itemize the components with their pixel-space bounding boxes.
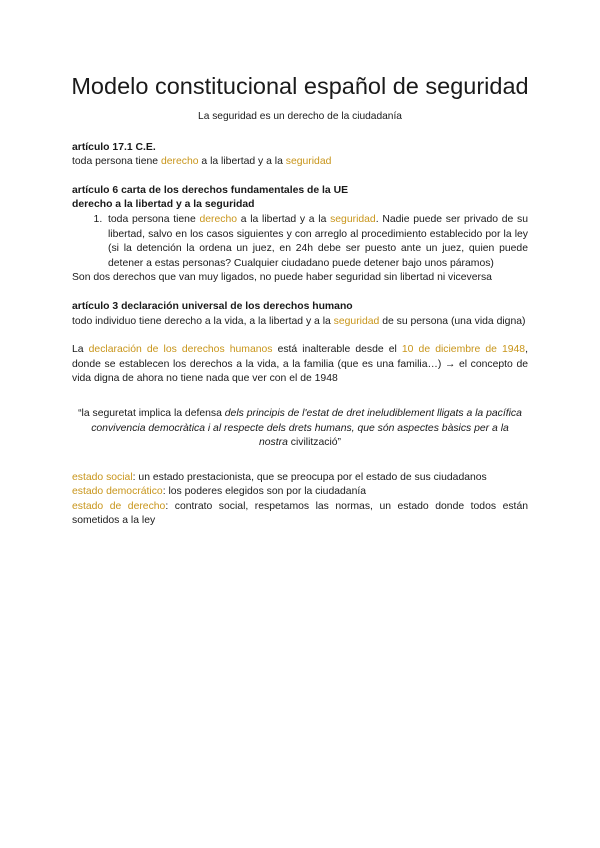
page-title: Modelo constitucional español de seguridad <box>71 73 529 99</box>
definition-text: : los poderes elegidos son por la ciudadanía <box>162 486 367 498</box>
definition-text: : un estado prestacionista, que se preocupa por el estado de sus ciudadanos <box>132 471 487 483</box>
text-run: a la libertad y a la <box>198 156 286 168</box>
text-run: toda persona tiene <box>72 156 161 168</box>
highlight-seguridad: seguridad <box>333 315 380 327</box>
section-heading: artículo 17.1 C.E. <box>72 141 156 153</box>
definition-text: : contrato social, respetamos las normas, un estado donde todos están sometidos a la ley <box>72 500 528 527</box>
highlight-derecho: derecho <box>160 156 199 168</box>
highlight-declaracion: declaración de los derechos humanos <box>88 344 273 356</box>
definition-term: estado de derecho <box>72 500 166 512</box>
text-run: toda persona tiene <box>108 213 200 225</box>
paragraph-declaracion <box>72 343 528 387</box>
highlight-seguridad: seguridad <box>330 213 376 225</box>
text-run: de su persona (una vida digna) <box>379 315 526 327</box>
text-run: civilització” <box>287 437 341 449</box>
section-article-17 <box>72 141 528 170</box>
section-article-3 <box>72 300 528 329</box>
definitions-list <box>72 471 528 529</box>
quote-italic: dels principis de l'estat de dret ineludiblement lligats a la pacífica convivencia democràtica i al respecte dels drets humans, que són aspectes bàsics per a la nostra <box>91 407 522 449</box>
text-run: . Nadie puede ser privado de su libertad, salvo en los casos siguientes y con arreglo al procedimiento establecido por la ley (si la detención la ordena un juez, en 24h debe ser puesto ante un juez, quien puede detener a estas personas? Cualquier ciudadano puede detener bajo unos páramos) <box>108 213 529 269</box>
text-run: , donde se establecen los derechos a la vida, a la familia (que es una familia…) → el concepto de vida digna de ahora no tiene nada que ver con el de 1948 <box>72 344 528 385</box>
text-run: “la seguretat implica la defensa <box>78 407 225 419</box>
numbered-list <box>72 213 528 271</box>
highlight-derecho: derecho <box>199 213 238 225</box>
text-run: a la libertad y a la <box>237 213 331 225</box>
section-heading: artículo 3 declaración universal de los derechos humano <box>72 300 353 312</box>
text-run: todo individuo tiene derecho a la vida, a la libertad y a la <box>72 315 334 327</box>
document-content <box>72 70 528 529</box>
highlight-date: 10 de diciembre de 1948 <box>401 344 526 356</box>
text-run: La <box>72 344 89 356</box>
paragraph <box>72 155 528 170</box>
section-subheading: derecho a la libertad y a la seguridad <box>72 199 255 211</box>
definition-term: estado democrático <box>72 486 163 498</box>
paragraph <box>72 315 528 330</box>
highlight-seguridad: seguridad <box>285 156 332 168</box>
definition-item <box>72 485 528 500</box>
quote-block <box>78 407 522 451</box>
list-item <box>108 213 528 271</box>
section-heading: artículo 6 carta de los derechos fundamentales de la UE <box>72 184 349 196</box>
definition-item <box>72 471 528 486</box>
definition-item <box>72 500 528 529</box>
text-run: está inalterable desde el <box>272 344 402 356</box>
section-article-6 <box>72 184 528 286</box>
page-subtitle: La seguridad es un derecho de la ciudadanía <box>198 111 402 122</box>
definition-term: estado social <box>72 471 133 483</box>
paragraph: Son dos derechos que van muy ligados, no puede haber seguridad sin libertad ni viceversa <box>72 272 492 284</box>
